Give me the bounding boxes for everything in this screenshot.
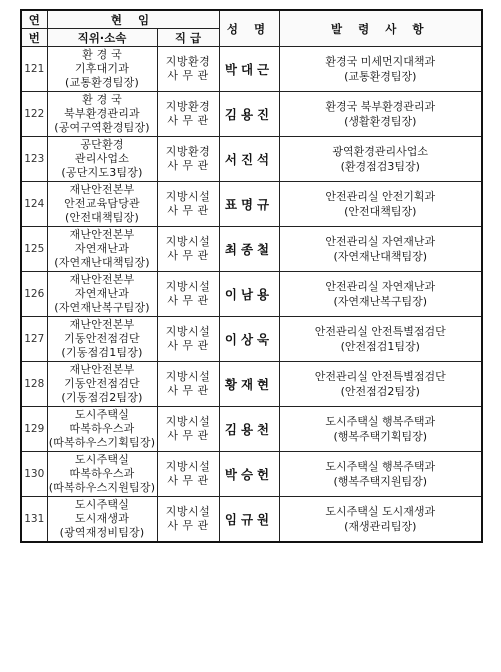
position-dept-line: 도시주택실 bbox=[74, 498, 130, 511]
appointment-line: 환경국 미세먼지대책과 bbox=[325, 55, 436, 68]
position-dept-cell bbox=[47, 317, 157, 362]
person-name: 최종철 bbox=[219, 227, 279, 272]
row-number: 121 bbox=[21, 47, 47, 92]
grade-line: 지방환경 bbox=[165, 55, 211, 68]
appointment-line: 안전관리실 안전특별점검단 bbox=[314, 370, 446, 383]
position-dept-line: 환 경 국 bbox=[82, 93, 122, 106]
appointment-cell bbox=[279, 227, 482, 272]
grade-cell bbox=[157, 137, 219, 182]
appointment-line: (행복주택기획팀장) bbox=[333, 430, 428, 443]
appointment-line: (생활환경팀장) bbox=[344, 115, 417, 128]
position-dept-line: 기후대기과 bbox=[74, 62, 130, 75]
position-dept-cell bbox=[47, 452, 157, 497]
table-row bbox=[21, 92, 482, 137]
position-dept-cell bbox=[47, 227, 157, 272]
appointment-cell bbox=[279, 137, 482, 182]
table-row bbox=[21, 362, 482, 407]
grade-cell bbox=[157, 92, 219, 137]
position-dept-line: 북부환경관리과 bbox=[64, 107, 140, 120]
position-dept-line: (공여구역환경팀장) bbox=[54, 121, 150, 134]
position-dept-line: (안전대책팀장) bbox=[65, 211, 139, 224]
grade-line: 사 무 관 bbox=[167, 159, 209, 172]
position-dept-line: 도시주택실 bbox=[74, 453, 130, 466]
appointment-line: 안전관리실 안전특별점검단 bbox=[314, 325, 446, 338]
grade-line: 지방시설 bbox=[165, 190, 211, 203]
position-dept-line: 재난안전본부 bbox=[69, 183, 135, 196]
position-dept-cell bbox=[47, 362, 157, 407]
row-number: 124 bbox=[21, 182, 47, 227]
appointment-line: (교통환경팀장) bbox=[344, 70, 417, 83]
grade-cell bbox=[157, 317, 219, 362]
grade-line: 지방시설 bbox=[165, 235, 211, 248]
grade-line: 사 무 관 bbox=[167, 339, 209, 352]
appointment-cell bbox=[279, 362, 482, 407]
grade-cell bbox=[157, 227, 219, 272]
grade-cell bbox=[157, 47, 219, 92]
appointment-line: 도시주택실 행복주택과 bbox=[325, 460, 436, 473]
appointment-cell bbox=[279, 182, 482, 227]
personnel-table bbox=[20, 9, 483, 543]
header-no-top: 연 bbox=[21, 10, 47, 29]
appointment-line: 도시주택실 도시재생과 bbox=[325, 505, 436, 518]
position-dept-line: 기동안전점검단 bbox=[64, 332, 140, 345]
table-row bbox=[21, 227, 482, 272]
grade-line: 지방시설 bbox=[165, 460, 211, 473]
position-dept-line: (교통환경팀장) bbox=[65, 76, 139, 89]
grade-cell bbox=[157, 407, 219, 452]
position-dept-line: 자연재난과 bbox=[74, 242, 130, 255]
grade-line: 사 무 관 bbox=[167, 114, 209, 127]
appointment-cell bbox=[279, 407, 482, 452]
position-dept-line: 재난안전본부 bbox=[69, 318, 135, 331]
appointment-cell bbox=[279, 497, 482, 543]
appointment-line: 환경국 북부환경관리과 bbox=[325, 100, 436, 113]
position-dept-line: 도시주택실 bbox=[74, 408, 130, 421]
grade-line: 사 무 관 bbox=[167, 384, 209, 397]
table-row bbox=[21, 452, 482, 497]
person-name: 서진석 bbox=[219, 137, 279, 182]
position-dept-line: 안전교육담당관 bbox=[64, 197, 140, 210]
table-row bbox=[21, 47, 482, 92]
position-dept-line: 자연재난과 bbox=[74, 287, 130, 300]
appointment-line: (행복주택지원팀장) bbox=[333, 475, 428, 488]
table-row bbox=[21, 182, 482, 227]
person-name: 박대근 bbox=[219, 47, 279, 92]
grade-line: 지방시설 bbox=[165, 505, 211, 518]
grade-line: 사 무 관 bbox=[167, 69, 209, 82]
appointment-line: 광역환경관리사업소 bbox=[332, 145, 429, 158]
position-dept-line: 관리사업소 bbox=[74, 152, 130, 165]
grade-line: 지방시설 bbox=[165, 280, 211, 293]
position-dept-line: (기동점검2팀장) bbox=[61, 391, 143, 404]
document-page bbox=[20, 9, 483, 543]
appointment-cell bbox=[279, 92, 482, 137]
position-dept-line: (따복하우스지원팀장) bbox=[48, 481, 156, 494]
grade-line: 사 무 관 bbox=[167, 519, 209, 532]
person-name: 이상욱 bbox=[219, 317, 279, 362]
row-number: 127 bbox=[21, 317, 47, 362]
row-number: 129 bbox=[21, 407, 47, 452]
position-dept-cell bbox=[47, 92, 157, 137]
grade-line: 지방환경 bbox=[165, 100, 211, 113]
grade-line: 사 무 관 bbox=[167, 474, 209, 487]
table-row bbox=[21, 272, 482, 317]
person-name: 박승헌 bbox=[219, 452, 279, 497]
person-name: 김용진 bbox=[219, 92, 279, 137]
position-dept-cell bbox=[47, 137, 157, 182]
grade-line: 사 무 관 bbox=[167, 204, 209, 217]
grade-line: 지방시설 bbox=[165, 415, 211, 428]
row-number: 128 bbox=[21, 362, 47, 407]
grade-line: 지방시설 bbox=[165, 325, 211, 338]
position-dept-line: 따복하우스과 bbox=[69, 467, 135, 480]
appointment-line: (안전대책팀장) bbox=[344, 205, 417, 218]
position-dept-line: 따복하우스과 bbox=[69, 422, 135, 435]
position-dept-line: 재난안전본부 bbox=[69, 363, 135, 376]
grade-cell bbox=[157, 182, 219, 227]
appointment-line: (환경점검3팀장) bbox=[340, 160, 420, 173]
grade-cell bbox=[157, 497, 219, 543]
header-name: 성 명 bbox=[219, 10, 279, 47]
header-grade: 직 급 bbox=[157, 29, 219, 47]
table-row bbox=[21, 317, 482, 362]
grade-cell bbox=[157, 452, 219, 497]
appointment-line: (재생관리팀장) bbox=[344, 520, 417, 533]
appointment-line: 안전관리실 자연재난과 bbox=[325, 280, 436, 293]
position-dept-line: 재난안전본부 bbox=[69, 228, 135, 241]
position-dept-line: 도시재생과 bbox=[74, 512, 130, 525]
position-dept-cell bbox=[47, 272, 157, 317]
person-name: 김용천 bbox=[219, 407, 279, 452]
grade-line: 사 무 관 bbox=[167, 249, 209, 262]
person-name: 황재현 bbox=[219, 362, 279, 407]
position-dept-cell bbox=[47, 182, 157, 227]
appointment-cell bbox=[279, 317, 482, 362]
position-dept-line: (따복하우스기획팀장) bbox=[48, 436, 156, 449]
grade-line: 사 무 관 bbox=[167, 294, 209, 307]
row-number: 130 bbox=[21, 452, 47, 497]
position-dept-cell bbox=[47, 497, 157, 543]
position-dept-line: (공단지도3팀장) bbox=[61, 166, 143, 179]
position-dept-line: (자연재난복구팀장) bbox=[54, 301, 150, 314]
appointment-line: 안전관리실 자연재난과 bbox=[325, 235, 436, 248]
table-body bbox=[21, 47, 482, 543]
header-row-1 bbox=[21, 10, 482, 29]
position-dept-line: (광역재정비팀장) bbox=[59, 526, 145, 539]
appointment-cell bbox=[279, 272, 482, 317]
position-dept-cell bbox=[47, 47, 157, 92]
table-row bbox=[21, 497, 482, 543]
header-order: 발 령 사 항 bbox=[279, 10, 482, 47]
grade-cell bbox=[157, 362, 219, 407]
position-dept-line: (자연재난대책팀장) bbox=[54, 256, 150, 269]
appointment-line: (자연재난복구팀장) bbox=[333, 295, 428, 308]
position-dept-cell bbox=[47, 407, 157, 452]
position-dept-line: 기동안전점검단 bbox=[64, 377, 140, 390]
person-name: 이남용 bbox=[219, 272, 279, 317]
header-current: 현 임 bbox=[47, 10, 219, 29]
row-number: 126 bbox=[21, 272, 47, 317]
appointment-cell bbox=[279, 452, 482, 497]
appointment-line: (안전점검2팀장) bbox=[340, 385, 420, 398]
grade-line: 지방시설 bbox=[165, 370, 211, 383]
appointment-line: 도시주택실 행복주택과 bbox=[325, 415, 436, 428]
appointment-line: (안전점검1팀장) bbox=[340, 340, 420, 353]
table-row bbox=[21, 407, 482, 452]
table-row bbox=[21, 137, 482, 182]
person-name: 임규원 bbox=[219, 497, 279, 543]
person-name: 표명규 bbox=[219, 182, 279, 227]
position-dept-line: (기동점검1팀장) bbox=[61, 346, 143, 359]
appointment-line: (자연재난대책팀장) bbox=[333, 250, 428, 263]
header-position-dept: 직위·소속 bbox=[47, 29, 157, 47]
header-no-bottom: 번 bbox=[21, 29, 47, 47]
row-number: 125 bbox=[21, 227, 47, 272]
position-dept-line: 재난안전본부 bbox=[69, 273, 135, 286]
position-dept-line: 환 경 국 bbox=[82, 48, 122, 61]
appointment-line: 안전관리실 안전기획과 bbox=[325, 190, 436, 203]
row-number: 123 bbox=[21, 137, 47, 182]
grade-cell bbox=[157, 272, 219, 317]
appointment-cell bbox=[279, 47, 482, 92]
grade-line: 사 무 관 bbox=[167, 429, 209, 442]
row-number: 122 bbox=[21, 92, 47, 137]
position-dept-line: 공단환경 bbox=[80, 138, 124, 151]
grade-line: 지방환경 bbox=[165, 145, 211, 158]
row-number: 131 bbox=[21, 497, 47, 543]
